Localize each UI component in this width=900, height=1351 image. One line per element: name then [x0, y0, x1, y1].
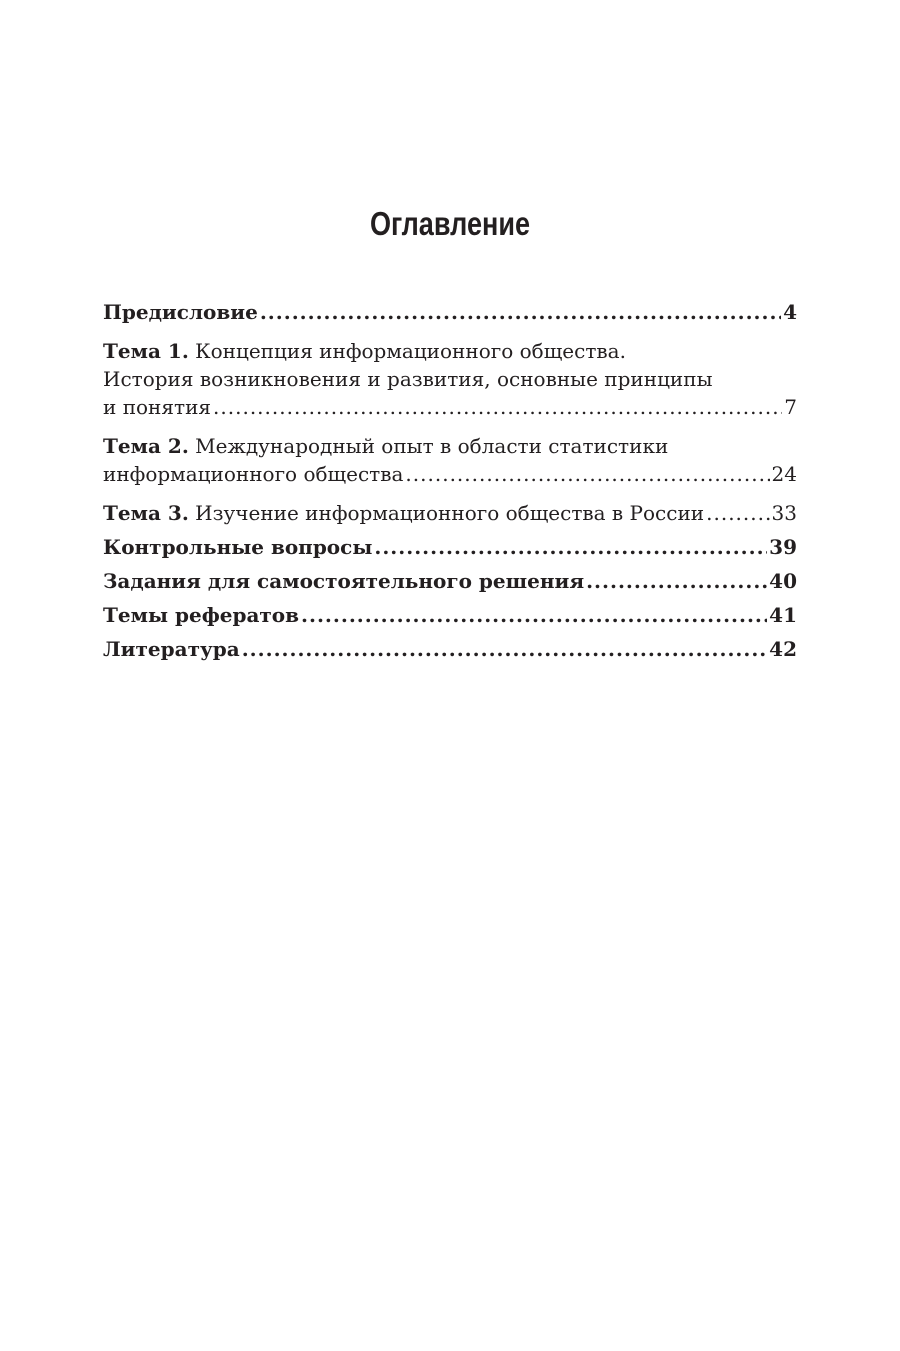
dot-leader	[260, 298, 781, 326]
topic-number: Тема 1.	[103, 339, 189, 363]
dot-leader	[213, 393, 782, 421]
toc-entry-essay-topics[interactable]	[103, 601, 797, 629]
dot-leader	[586, 567, 767, 595]
toc-entry-label	[103, 499, 704, 527]
dot-leader	[242, 635, 767, 663]
toc-entry-self-tasks[interactable]	[103, 567, 797, 595]
toc-entry-label: Литература	[103, 637, 240, 661]
toc-page-number: 41	[769, 603, 797, 627]
toc-page-number: 24	[771, 462, 797, 486]
toc-entry-title: Изучение информационного общества в России	[188, 501, 705, 525]
toc-entry-label: Задания для самостоятельного решения	[103, 569, 585, 593]
toc-entry-label: Международный опыт в области статистики	[188, 434, 669, 458]
toc-page-number: 4	[783, 300, 797, 324]
toc-entry-label: информационного общества	[103, 462, 404, 486]
toc-page-number: 39	[769, 535, 797, 559]
toc-entry-topic-2[interactable]	[103, 432, 797, 488]
toc-page-number: 42	[769, 637, 797, 661]
table-of-contents	[103, 298, 797, 663]
toc-entry-line	[103, 337, 797, 365]
toc-entry-label: и понятия	[103, 395, 212, 419]
toc-page-number: 40	[769, 569, 797, 593]
topic-number: Тема 2.	[103, 434, 189, 458]
toc-entry-line	[103, 432, 797, 460]
toc-entry-control-questions[interactable]	[103, 533, 797, 561]
toc-entry-label: Темы рефератов	[103, 603, 300, 627]
topic-number: Тема 3.	[103, 501, 189, 525]
toc-entry-label: Предисловие	[103, 300, 258, 324]
toc-entry-line: История возникновения и развития, основные принципы	[103, 367, 713, 391]
toc-page-number: 7	[784, 395, 797, 419]
toc-page-number: 33	[771, 501, 797, 525]
toc-entry-label: Концепция информационного общества.	[188, 339, 626, 363]
toc-entry-topic-3[interactable]	[103, 499, 797, 527]
toc-entry-preface[interactable]	[103, 298, 797, 326]
page-title: Оглавление	[369, 205, 531, 242]
dot-leader	[706, 499, 769, 527]
dot-leader	[405, 460, 769, 488]
toc-entry-literature[interactable]	[103, 635, 797, 663]
toc-entry-topic-1[interactable]	[103, 337, 797, 421]
toc-entry-label: Контрольные вопросы	[103, 535, 373, 559]
dot-leader	[301, 601, 767, 629]
dot-leader	[374, 533, 767, 561]
